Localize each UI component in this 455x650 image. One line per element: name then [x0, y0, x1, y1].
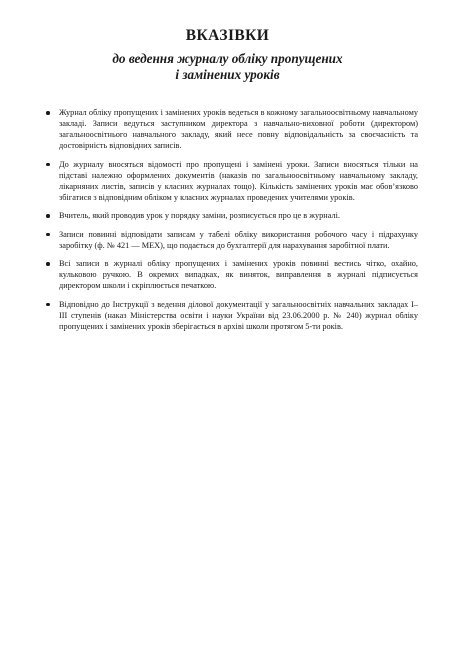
list-item [46, 210, 418, 221]
list-item-text: Записи повинні відповідати записам у табелі обліку використання робочого часу і підрахунку заробітку (ф. № 421 — МЕХ), що подається до бухгалтерії для нарахування заробітної плати. [59, 229, 418, 250]
bullet-icon [46, 214, 50, 218]
bullet-icon [46, 303, 50, 307]
list-item [46, 107, 418, 151]
bullet-icon [46, 111, 50, 115]
list-item [46, 258, 418, 291]
list-item-text: Вчитель, який проводив урок у порядку заміни, розписується про це в журналі. [59, 211, 340, 220]
list-item-text: До журналу вносяться відомості про пропущені і замінені уроки. Записи вносяться тільки на підставі належно оформлених документів (наказів по загальноосвітньому навчальному закладу, лікарняних листів, записів у класних журналах тощо). Кількість замінених уроків має обов’язково збігатися з відповідним обліком у класних журналах проведених учителями уроків. [59, 159, 418, 202]
subtitle-line-1: до ведення журналу обліку пропущених [112, 51, 343, 66]
instructions-list [46, 107, 418, 339]
list-item [46, 159, 418, 203]
document-header [0, 26, 455, 83]
bullet-icon [46, 233, 50, 237]
list-item-text: Всі записи в журналі обліку пропущених і замінених уроків повинні вестись чітко, охайно, кульковою ручкою. В окремих випадках, як виняток, виправлення в журналі підписується директором школи і скріплюється печаткою. [59, 259, 418, 290]
document-title: ВКАЗІВКИ [185, 27, 270, 44]
list-item [46, 229, 418, 251]
list-item-text: Журнал обліку пропущених і замінених уроків ведеться в кожному загальноосвітньому навчальному закладі. Записи ведуться заступником директора з навчально-виховної роботи (директором) загальноосвітнього навчального закладу, який несе повну відповідальність за своєчасність та достовірність відповідних записів. [59, 108, 418, 150]
document-subtitle [0, 51, 455, 83]
bullet-icon [46, 163, 50, 167]
subtitle-line-2: і замінених уроків [175, 67, 280, 82]
list-item [46, 299, 418, 332]
bullet-icon [46, 262, 50, 266]
list-item-text: Відповідно до Інструкції з ведення ділової документації у загальноосвітніх навчальних закладах І–ІІІ ступенів (наказ Міністерства освіти і науки України від 23.06.2000 р. № 240) журнал обліку пропущених і замінених уроків зберігається в архіві школи протягом 5-ти років. [59, 299, 418, 331]
